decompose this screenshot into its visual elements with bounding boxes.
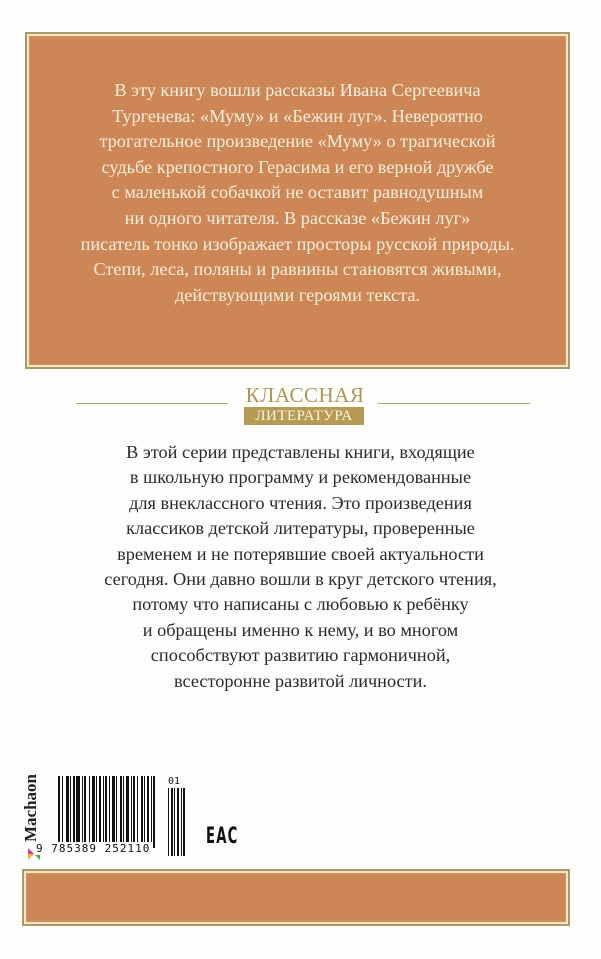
description-line: классиков детской литературы, проверенные bbox=[126, 518, 475, 539]
annotation-text bbox=[27, 78, 568, 308]
series-description bbox=[0, 440, 601, 694]
annotation-line: писатель тонко изображает просторы русской природы. bbox=[80, 233, 515, 254]
annotation-line: Тургенева: «Муму» и «Бежин луг». Невероятно bbox=[112, 105, 483, 126]
description-line: способствуют развитию гармоничной, bbox=[150, 645, 451, 666]
publisher-name: Machaon bbox=[21, 774, 40, 842]
annotation-line: судьбе крепостного Герасима и его верной дружбе bbox=[101, 156, 494, 177]
divider-left bbox=[76, 403, 228, 404]
description-line: всесторонне развитой личности. bbox=[173, 670, 428, 691]
annotation-line: трогательное произведение «Муму» о трагической bbox=[99, 131, 496, 152]
series-logo bbox=[70, 380, 530, 430]
annotation-line: ни одного читателя. В рассказе «Бежин луг» bbox=[124, 207, 471, 228]
eac-certification-mark: EAC bbox=[206, 824, 239, 849]
barcode-bars bbox=[58, 776, 161, 848]
series-title: КЛАССНАЯ bbox=[245, 383, 365, 407]
annotation-line: В эту книгу вошли рассказы Ивана Сергеевича bbox=[114, 80, 481, 100]
description-line: в школьную программу и рекомендованные bbox=[129, 467, 472, 488]
isbn-number: 9 785389 252110 bbox=[36, 842, 151, 855]
series-subtitle: ЛИТЕРАТУРА bbox=[244, 407, 364, 425]
annotation-line: с маленькой собачкой не оставит равнодушным bbox=[111, 182, 484, 203]
bottom-panel bbox=[22, 869, 570, 926]
description-line: В этой серии представлены книги, входящие bbox=[126, 442, 475, 462]
annotation-panel bbox=[25, 32, 570, 369]
annotation-line: Степи, леса, поляны и равнины становятся живыми, bbox=[93, 259, 502, 280]
annotation-line: действующими героями текста. bbox=[174, 284, 421, 305]
divider-right bbox=[378, 403, 530, 404]
barcode-addon-bars bbox=[168, 788, 185, 856]
description-line: временем и не потерявшие своей актуальности bbox=[117, 543, 484, 564]
description-line: сегодня. Они давно вошли в круг детского чтения, bbox=[104, 569, 497, 590]
barcode-addon-digits: 01 bbox=[168, 776, 181, 787]
isbn-barcode bbox=[36, 776, 198, 856]
description-line: для внеклассного чтения. Это произведения bbox=[129, 492, 472, 513]
description-line: и обращены именно к нему, и во многом bbox=[142, 619, 459, 640]
description-line: потому что написаны с любовью к ребёнку bbox=[132, 594, 469, 615]
